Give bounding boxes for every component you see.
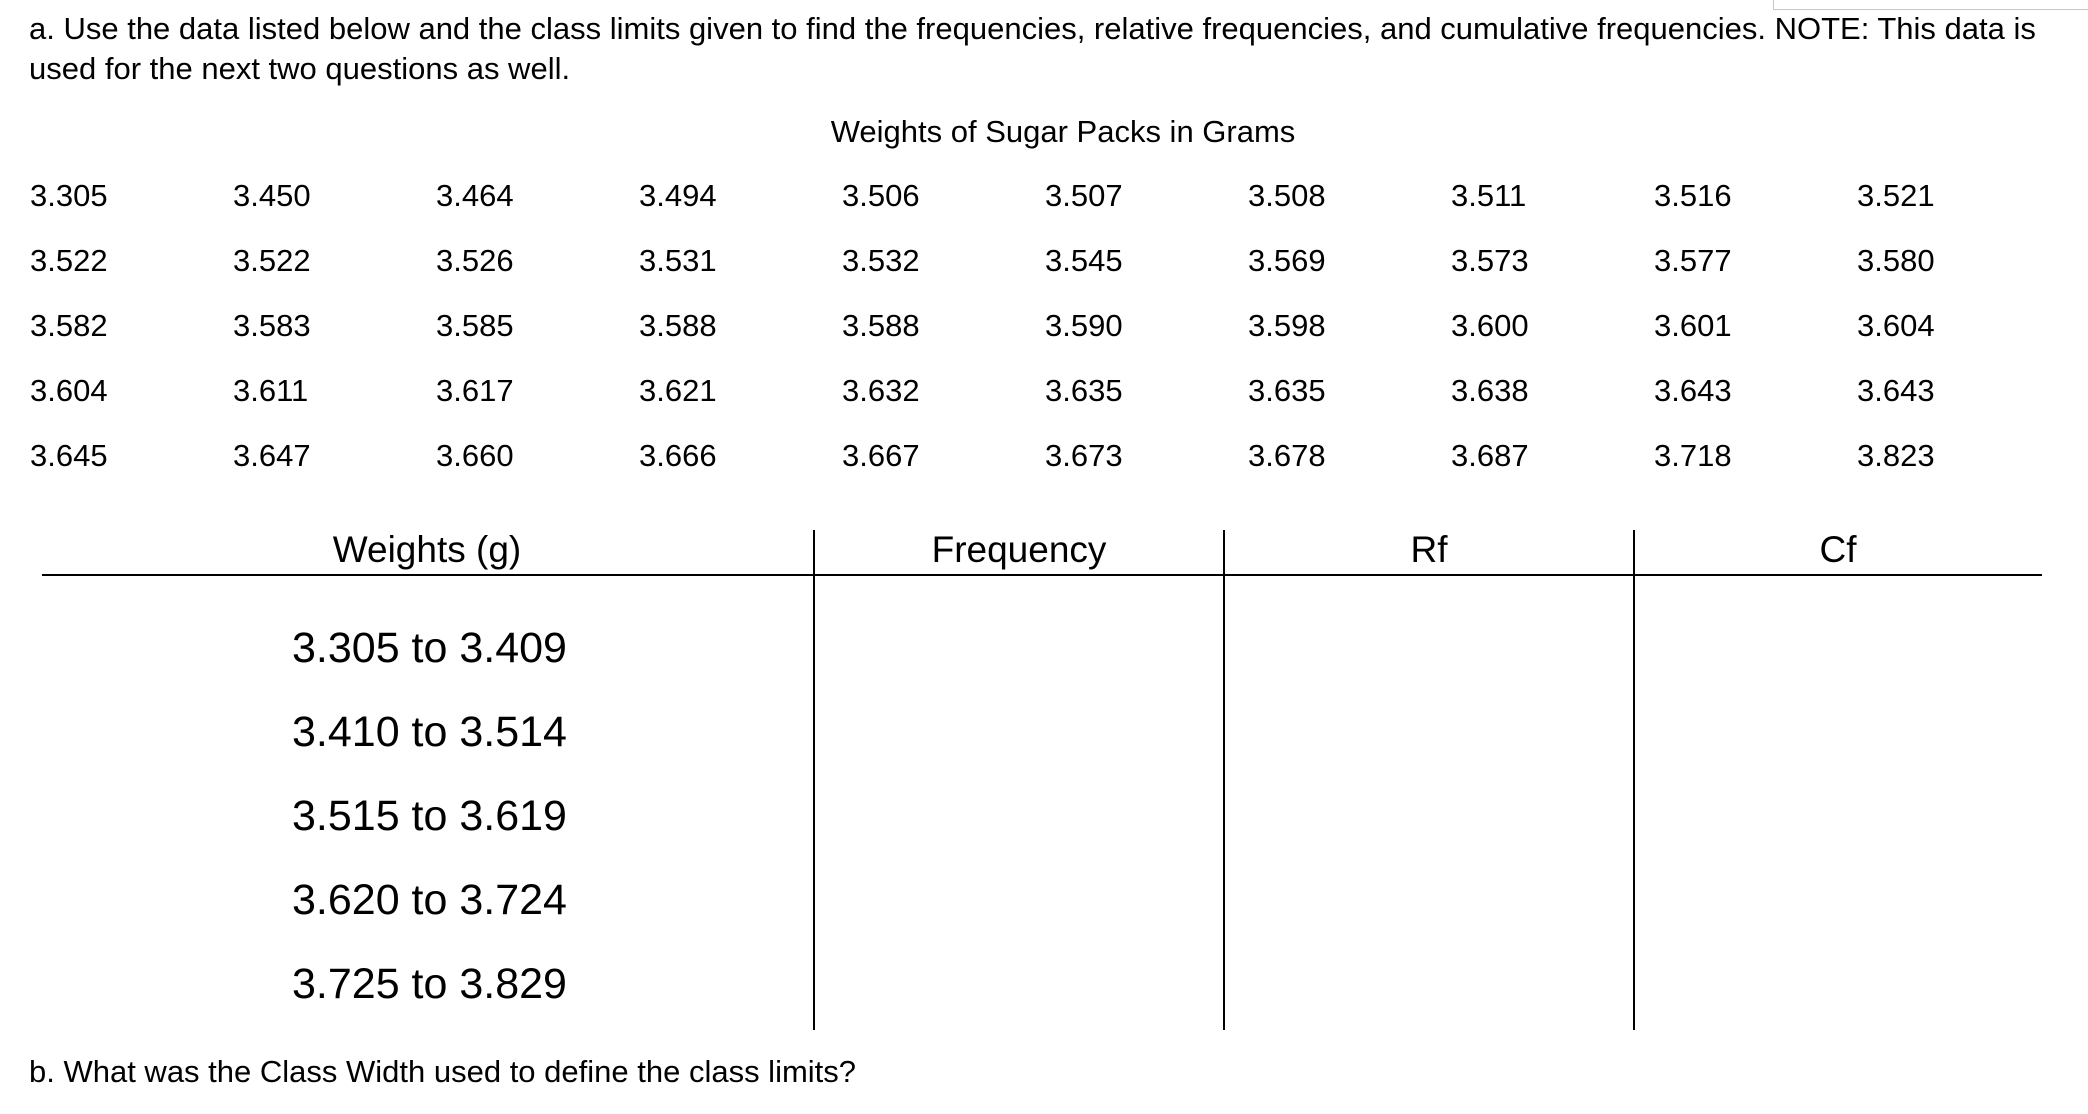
data-value: 3.450 (233, 178, 311, 213)
data-value: 3.643 (1654, 373, 1732, 408)
data-value: 3.604 (1857, 308, 1935, 343)
question-b-text: b. What was the Class Width used to define the class limits? (29, 1054, 857, 1089)
data-value: 3.526 (436, 243, 514, 278)
data-value: 3.590 (1045, 308, 1123, 343)
data-value: 3.582 (30, 308, 108, 343)
header-frequency: Frequency (931, 529, 1107, 570)
column-divider (1633, 530, 1635, 1030)
data-value: 3.635 (1045, 373, 1123, 408)
column-divider (1223, 530, 1225, 1030)
data-value: 3.545 (1045, 243, 1123, 278)
data-value: 3.632 (842, 373, 920, 408)
header-cumulative-frequency: Cf (1819, 529, 1857, 570)
data-value: 3.673 (1045, 438, 1123, 473)
data-value: 3.621 (639, 373, 717, 408)
data-value: 3.464 (436, 178, 514, 213)
data-value: 3.573 (1451, 243, 1529, 278)
data-value: 3.532 (842, 243, 920, 278)
data-value: 3.522 (30, 243, 108, 278)
header-relative-frequency: Rf (1410, 529, 1448, 570)
data-value: 3.718 (1654, 438, 1732, 473)
data-value: 3.678 (1248, 438, 1326, 473)
data-value: 3.522 (233, 243, 311, 278)
data-value: 3.511 (1451, 178, 1527, 213)
column-divider (813, 530, 815, 1030)
data-value: 3.635 (1248, 373, 1326, 408)
data-value: 3.600 (1451, 308, 1529, 343)
data-values-grid (30, 174, 2070, 499)
data-value: 3.583 (233, 308, 311, 343)
question-a-text: a. Use the data listed below and the class limits given to find the frequencies, relative frequencies, and cumulative frequencies. NOTE: This data is used for the next two questions as well. (29, 11, 2036, 86)
data-value: 3.305 (30, 178, 108, 213)
class-limits-list (42, 622, 812, 1042)
table-header (42, 526, 2042, 576)
data-value: 3.667 (842, 438, 920, 473)
data-value: 3.516 (1654, 178, 1732, 213)
data-title: Weights of Sugar Packs in Grams (830, 114, 1296, 149)
data-value: 3.577 (1654, 243, 1732, 278)
data-value: 3.647 (233, 438, 311, 473)
header-weights: Weights (g) (332, 529, 522, 570)
data-value: 3.660 (436, 438, 514, 473)
data-value: 3.617 (436, 373, 514, 408)
data-value: 3.638 (1451, 373, 1529, 408)
data-value: 3.506 (842, 178, 920, 213)
data-value: 3.611 (233, 373, 309, 408)
data-value: 3.643 (1857, 373, 1935, 408)
data-value: 3.687 (1451, 438, 1529, 473)
data-value: 3.521 (1857, 178, 1935, 213)
class-limit-row: 3.515 to 3.619 (292, 792, 567, 840)
data-value: 3.580 (1857, 243, 1935, 278)
data-value: 3.598 (1248, 308, 1326, 343)
data-value: 3.588 (639, 308, 717, 343)
data-value: 3.508 (1248, 178, 1326, 213)
data-value: 3.531 (639, 243, 717, 278)
data-value: 3.823 (1857, 438, 1935, 473)
data-value: 3.588 (842, 308, 920, 343)
data-value: 3.601 (1654, 308, 1732, 343)
frequency-table (42, 526, 2042, 1031)
data-value: 3.569 (1248, 243, 1326, 278)
data-value: 3.604 (30, 373, 108, 408)
data-value: 3.585 (436, 308, 514, 343)
data-value: 3.666 (639, 438, 717, 473)
data-value: 3.507 (1045, 178, 1123, 213)
data-value: 3.494 (639, 178, 717, 213)
data-value: 3.645 (30, 438, 108, 473)
class-limit-row: 3.620 to 3.724 (292, 876, 567, 924)
class-limit-row: 3.725 to 3.829 (292, 960, 567, 1008)
class-limit-row: 3.410 to 3.514 (292, 708, 567, 756)
class-limit-row: 3.305 to 3.409 (292, 624, 567, 672)
